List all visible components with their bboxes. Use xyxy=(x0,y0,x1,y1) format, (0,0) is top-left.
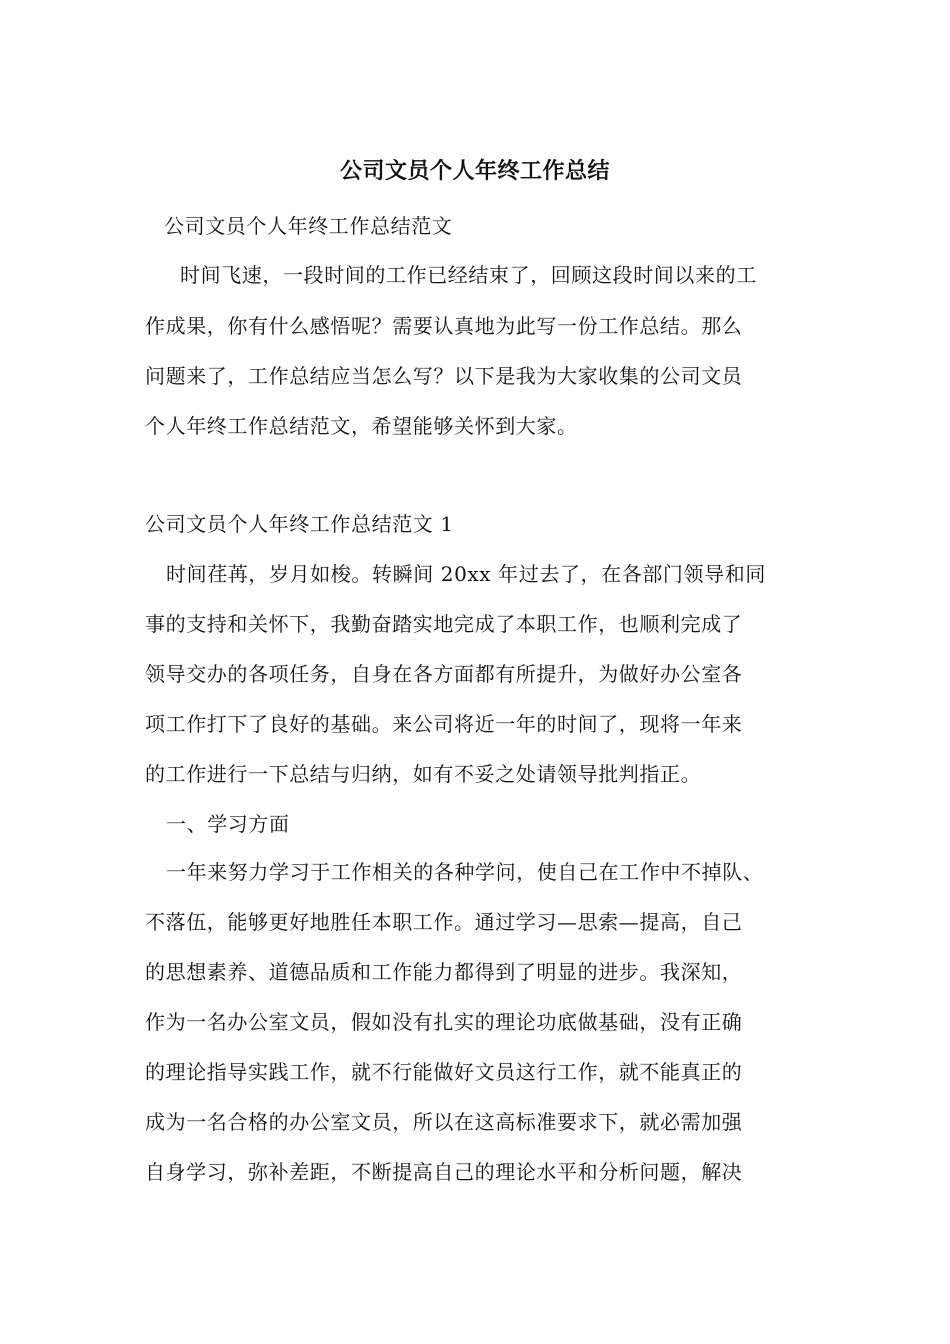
paragraph-line: 一年来努力学习于工作相关的各种学问，使自己在工作中不掉队、 xyxy=(166,860,764,884)
paragraph-line: 成为一名合格的办公室文员，所以在这高标准要求下，就必需加强 xyxy=(145,1110,743,1134)
paragraph-line: 的工作进行一下总结与归纳，如有不妥之处请领导批判指正。 xyxy=(145,762,702,786)
document-subtitle: 公司文员个人年终工作总结范文 xyxy=(164,214,453,238)
intro-line: 问题来了，工作总结应当怎么写？以下是我为大家收集的公司文员 xyxy=(145,364,743,388)
paragraph-line: 的理论指导实践工作，就不行能做好文员这行工作，就不能真正的 xyxy=(145,1060,743,1084)
paragraph-line: 事的支持和关怀下，我勤奋踏实地完成了本职工作，也顺利完成了 xyxy=(145,612,743,636)
paragraph-line: 作为一名办公室文员，假如没有扎实的理论功底做基础，没有正确 xyxy=(145,1010,743,1034)
paragraph-line: 项工作打下了良好的基础。来公司将近一年的时间了，现将一年来 xyxy=(145,712,743,736)
paragraph-line: 领导交办的各项任务，自身在各方面都有所提升，为做好办公室各 xyxy=(145,662,743,686)
section-heading: 公司文员个人年终工作总结范文 1 xyxy=(145,512,454,536)
intro-line: 作成果，你有什么感悟呢？需要认真地为此写一份工作总结。那么 xyxy=(145,314,743,338)
document-title: 公司文员个人年终工作总结 xyxy=(339,158,610,184)
intro-line: 个人年终工作总结范文，希望能够关怀到大家。 xyxy=(145,414,578,438)
paragraph-line: 不落伍，能够更好地胜任本职工作。通过学习—思索—提高，自己 xyxy=(145,910,743,934)
intro-line: 时间飞速，一段时间的工作已经结束了，回顾这段时间以来的工 xyxy=(180,263,757,287)
paragraph-line: 时间荏苒，岁月如梭。转瞬间 20xx 年过去了，在各部门领导和同 xyxy=(166,562,766,586)
paragraph-line: 的思想素养、道德品质和工作能力都得到了明显的进步。我深知， xyxy=(145,960,743,984)
subheading: 一、学习方面 xyxy=(166,812,290,836)
paragraph-line: 自身学习，弥补差距，不断提高自己的理论水平和分析问题，解决 xyxy=(145,1160,743,1184)
